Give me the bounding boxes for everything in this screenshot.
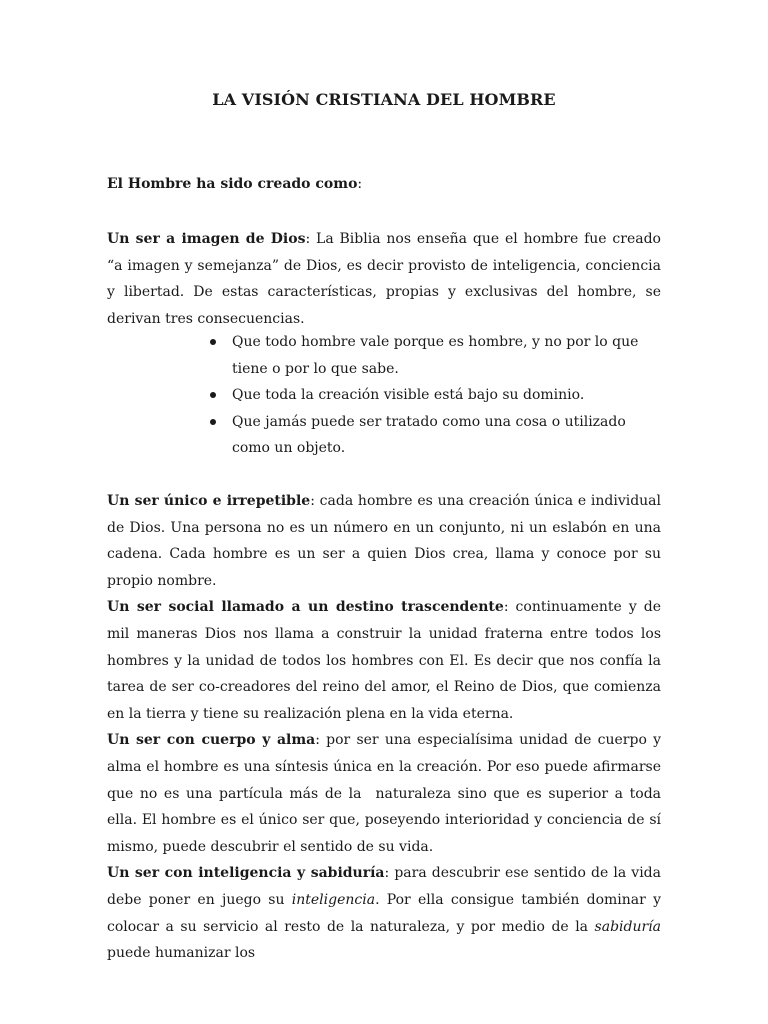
- intro-colon: :: [357, 176, 363, 192]
- list-item-text: Que toda la creación visible está bajo su dominio.: [232, 387, 585, 404]
- consequences-list: [207, 329, 661, 462]
- list-item-text: Que jamás puede ser tratado como una cosa o utilizado como un objeto.: [232, 413, 626, 457]
- section-text: : para descubrir ese sentido de la vida debe poner en juego su: [107, 865, 661, 908]
- section-heading: Un ser único e irrepetible: [107, 493, 311, 509]
- section-text-cont: naturaleza sino que es superior a toda ella. El hombre es el único ser que, poseyendo interioridad y conciencia de sí mismo, puede descubrir el sentido de su vida.: [107, 785, 662, 855]
- list-item: [207, 382, 661, 409]
- document-title: LA VISIÓN CRISTIANA DEL HOMBRE: [212, 90, 556, 109]
- section-text: : continuamente y de mil maneras Dios nos llama a construir la unidad fraterna entre todos los hombres y la unidad de todos los hombres con El. Es decir que nos confía la tarea de ser co-creadores del reino del amor, el Reino de Dios, que comienza en la tierra y tiene su realización plena en la vida eterna.: [107, 599, 662, 722]
- list-item: [207, 409, 661, 462]
- sections-continued: [107, 488, 661, 967]
- section-cuerpo-alma: [107, 727, 661, 860]
- section-heading: Un ser con cuerpo y alma: [107, 732, 316, 749]
- list-item-text: Que todo hombre vale porque es hombre, y no por lo que tiene o por lo que sabe.: [232, 334, 639, 377]
- section-text: puede humanizar los: [107, 945, 256, 962]
- section-heading: Un ser social llamado a un destino trascendente: [107, 599, 504, 616]
- bullet-icon: [210, 419, 216, 425]
- section-text: . Por ella consigue también dominar y colocar a su servicio al resto de la naturaleza, y por medio de la: [107, 891, 661, 935]
- italic-term: sabiduría: [594, 918, 661, 935]
- section-text: : La Biblia nos enseña que el hombre fue creado “a imagen y semejanza” de Dios, es decir provisto de inteligencia, conciencia y libertad. De estas características, propias y exclusivas del hombre, se derivan tres consecuencias.: [107, 231, 661, 327]
- section-heading: Un ser a imagen de Dios: [107, 231, 306, 247]
- section-inteligencia: [107, 860, 661, 966]
- section-text: : por ser una especialísima unidad de cuerpo y alma el hombre es una síntesis única en la creación. Por eso puede afirmarse que no es una partícula más de la: [107, 732, 661, 802]
- intro-line: [107, 176, 362, 192]
- bullet-icon: [210, 392, 216, 398]
- section-imagen-de-dios: [107, 226, 661, 332]
- italic-term: inteligencia: [291, 891, 376, 908]
- section-social: [107, 594, 661, 727]
- section-text: : cada hombre es una creación única e individual de Dios. Una persona no es un número en un conjunto, ni un eslabón en una cadena. Cada hombre es un ser a quien Dios crea, llama y conoce por su propio nombre.: [107, 493, 662, 589]
- section-unico: [107, 488, 661, 594]
- bullet-icon: [210, 339, 216, 345]
- paragraph: [107, 226, 661, 332]
- list-item: [207, 329, 661, 382]
- intro-bold: El Hombre ha sido creado como: [107, 176, 358, 192]
- section-heading: Un ser con inteligencia y sabiduría: [107, 865, 385, 882]
